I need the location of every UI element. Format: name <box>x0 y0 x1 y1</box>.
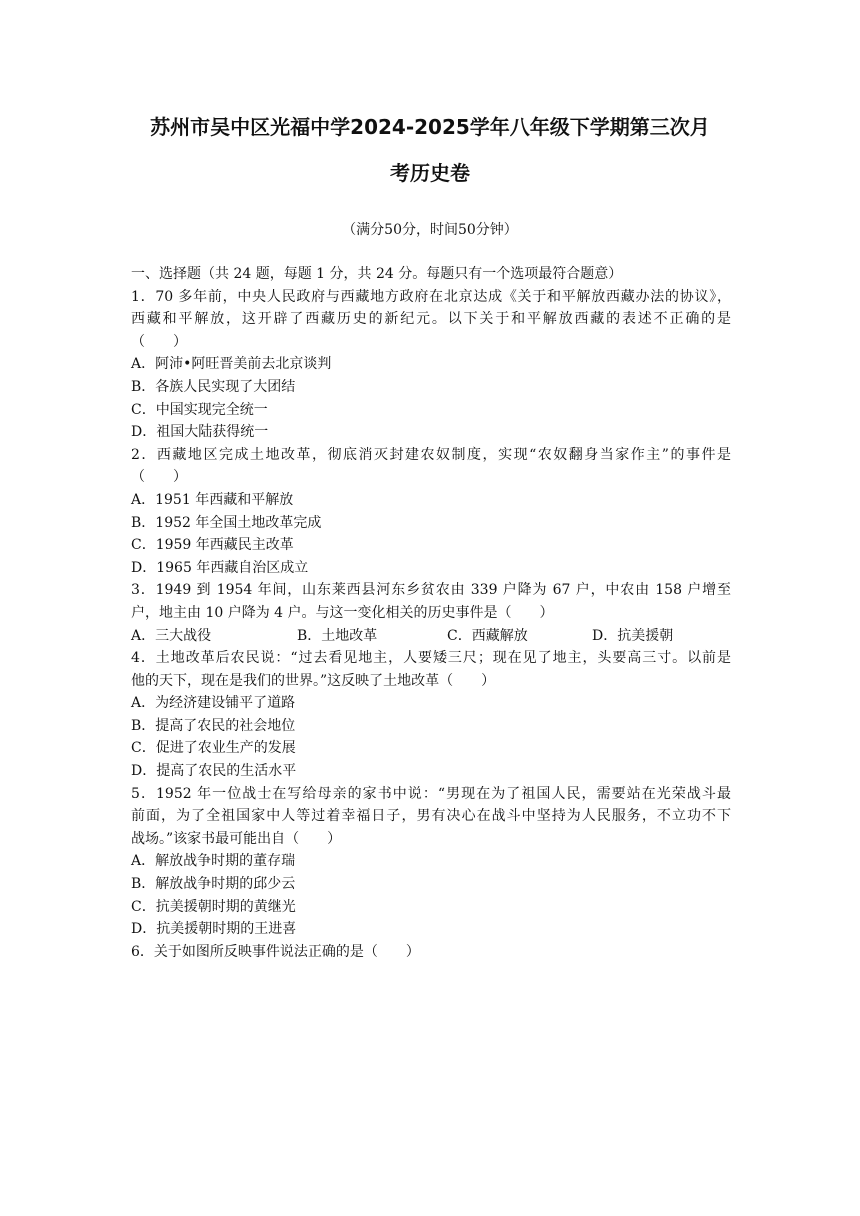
question-5-option-d: D．抗美援朝时期的王进喜 <box>131 921 297 938</box>
question-3-option-b: B．土地改革 <box>297 627 378 644</box>
question-5-stem-line: 战场。”该家书最可能出自（ ） <box>131 830 342 847</box>
question-1-stem-line: 西藏和平解放，这开辟了西藏历史的新纪元。以下关于和平解放西藏的表述不正确的是 <box>131 311 731 328</box>
question-3-stem-line: 3．1949 到 1954 年间，山东莱西县河东乡贫农由 339 户降为 67 户，中农由 158 户增至 <box>131 582 731 599</box>
question-2-option-a: A．1951 年西藏和平解放 <box>131 491 294 508</box>
exam-body <box>131 263 731 963</box>
question-3-stem-line: 户，地主由 10 户降为 4 户。与这一变化相关的历史事件是（ ） <box>131 604 554 621</box>
question-2-option-c: C．1959 年西藏民主改革 <box>131 537 294 554</box>
question-5-option-c: C．抗美援朝时期的黄继光 <box>131 898 296 915</box>
exam-subtitle: （满分50分，时间50分钟） <box>342 222 518 238</box>
question-3-option-c: C．西藏解放 <box>447 627 528 644</box>
question-3-option-a: A．三大战役 <box>131 627 212 644</box>
question-5-option-a: A．解放战争时期的董存瑞 <box>131 853 296 870</box>
question-4-stem-line: 他的天下，现在是我们的世界。”这反映了土地改革（ ） <box>131 672 496 689</box>
question-5 <box>131 783 731 941</box>
question-1-stem-line: （ ） <box>131 333 187 350</box>
question-5-stem-line: 5．1952 年一位战士在写给母亲的家书中说：“男现在为了祖国人民，需要站在光荣战斗最 <box>131 785 731 802</box>
question-4-option-c: C．促进了农业生产的发展 <box>131 740 296 757</box>
question-4-option-a: A．为经济建设铺平了道路 <box>131 695 296 712</box>
question-4-option-d: D．提高了农民的生活水平 <box>131 763 297 780</box>
question-4-stem-line: 4．土地改革后农民说：“过去看见地主，人要矮三尺；现在见了地主，头要高三寸。以前是 <box>131 650 731 667</box>
question-1 <box>131 286 731 444</box>
question-1-option-a: A．阿沛•阿旺晋美前去北京谈判 <box>131 356 332 373</box>
question-1-option-c: C．中国实现完全统一 <box>131 401 268 418</box>
question-2-stem-line: （ ） <box>131 469 187 486</box>
question-2-option-b: B．1952 年全国土地改革完成 <box>131 514 322 531</box>
question-3-option-d: D．抗美援朝 <box>592 627 674 644</box>
section-heading: 一、选择题（共 24 题，每题 1 分，共 24 分。每题只有一个选项最符合题意） <box>131 266 623 282</box>
exam-title-line-2: 考历史卷 <box>390 161 470 185</box>
question-6-stem-line: 6．关于如图所反映事件说法正确的是（ ） <box>131 943 420 960</box>
question-1-option-b: B．各族人民实现了大团结 <box>131 378 296 395</box>
question-1-option-d: D．祖国大陆获得统一 <box>131 424 269 441</box>
question-1-stem-line: 1．70 多年前，中央人民政府与西藏地方政府在北京达成《关于和平解放西藏办法的协议》， <box>131 288 731 305</box>
question-5-option-b: B．解放战争时期的邱少云 <box>131 876 296 893</box>
question-6 <box>131 941 731 964</box>
question-2-option-d: D．1965 年西藏自治区成立 <box>131 559 309 576</box>
question-4 <box>131 647 731 783</box>
question-3 <box>131 579 731 647</box>
question-2 <box>131 444 731 580</box>
question-5-stem-line: 前面，为了全祖国家中人等过着幸福日子，男有决心在战斗中坚持为人民服务，不立功不下 <box>131 808 731 825</box>
exam-title-line-1: 苏州市吴中区光福中学2024-2025学年八年级下学期第三次月 <box>150 115 710 139</box>
question-3-options-row <box>131 625 731 648</box>
question-2-stem-line: 2．西藏地区完成土地改革，彻底消灭封建农奴制度，实现“农奴翻身当家作主”的事件是 <box>131 446 731 463</box>
question-4-option-b: B．提高了农民的社会地位 <box>131 717 296 734</box>
